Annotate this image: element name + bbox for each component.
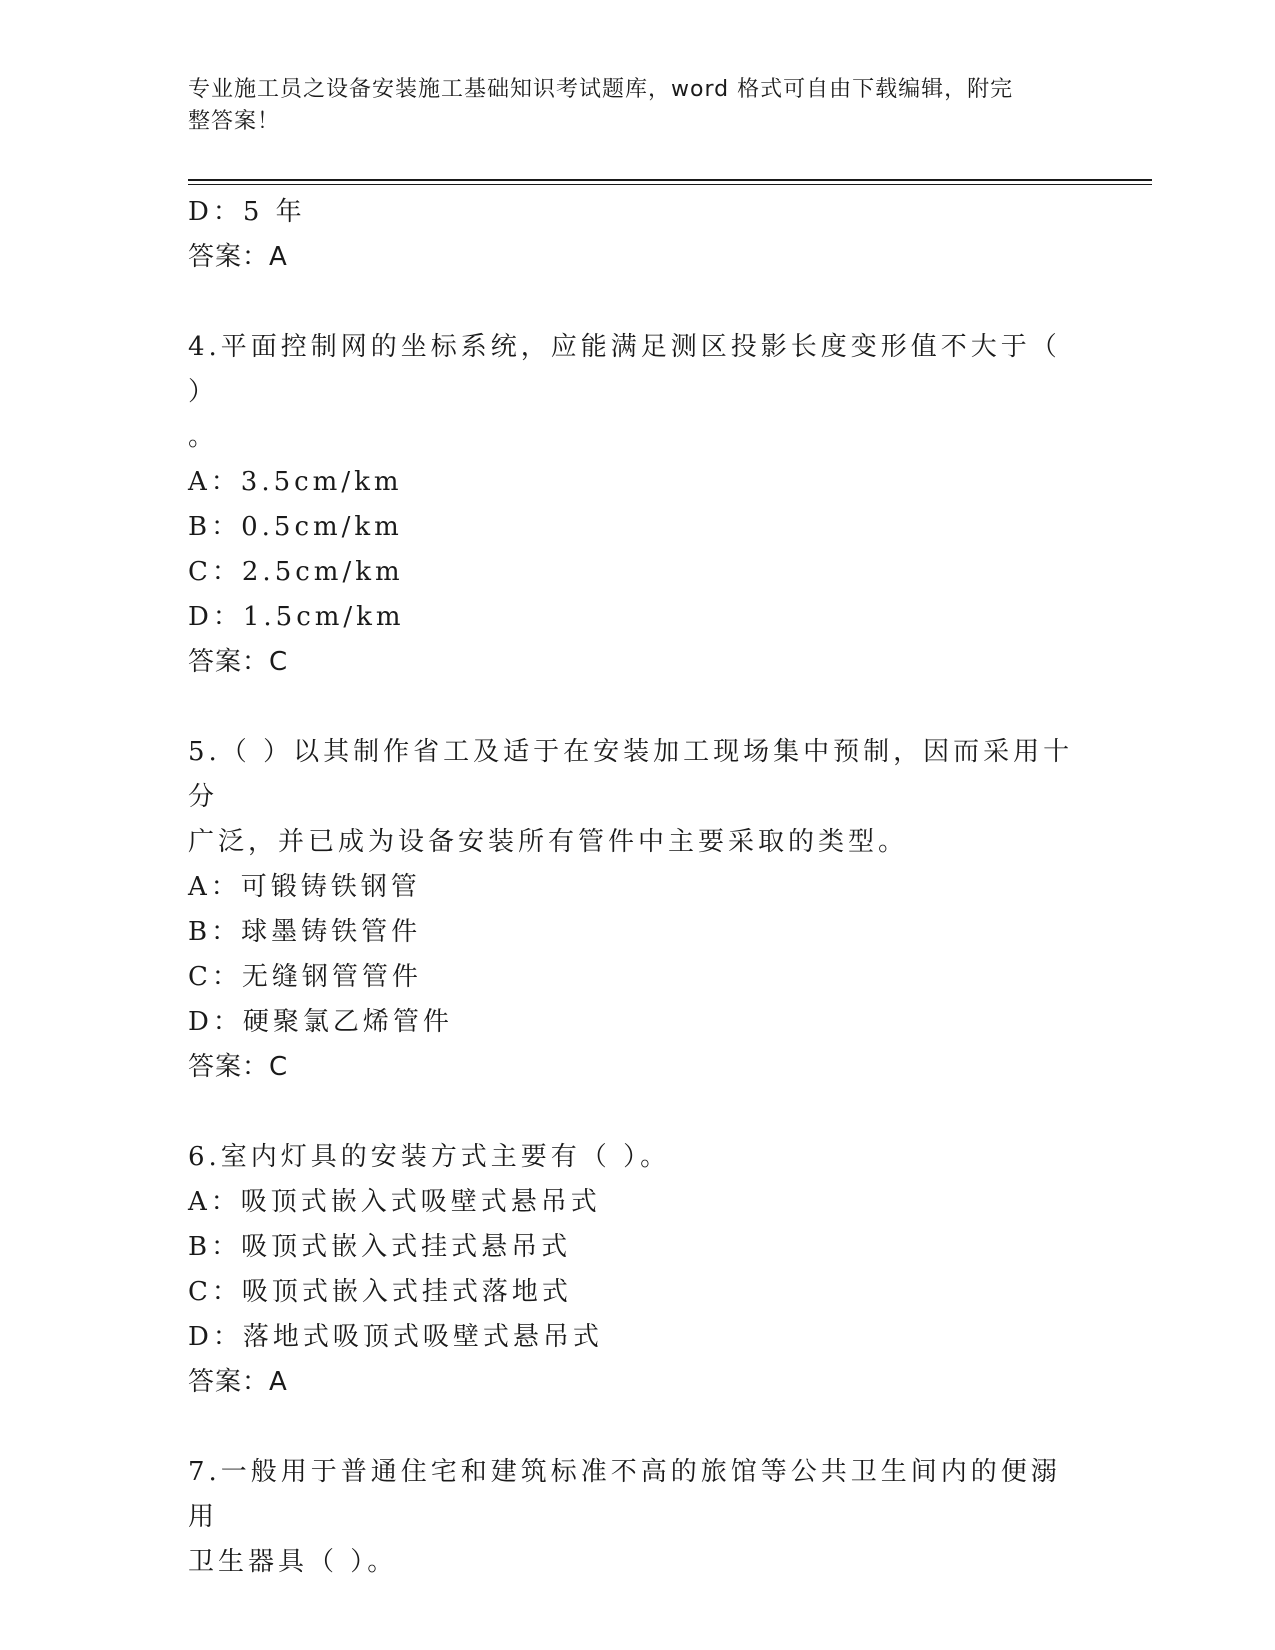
question-text-line-1: 6.室内灯具的安装方式主要有（ ）。 bbox=[188, 1142, 671, 1172]
question-text-line-2: 卫生器具（ ）。 bbox=[188, 1547, 398, 1577]
option-d: D：5 年 bbox=[188, 197, 306, 227]
question-text-line-2: 。 bbox=[188, 422, 219, 452]
option-a: A：3.5cm/km bbox=[188, 467, 403, 497]
question-text-line-1: 5.（ ）以其制作省工及适于在安装加工现场集中预制，因而采用十分 bbox=[188, 737, 1074, 812]
spacer bbox=[188, 1405, 1088, 1450]
spacer bbox=[188, 685, 1088, 730]
option-d: D：硬聚氯乙烯管件 bbox=[188, 1007, 453, 1037]
answer-line: 答案：C bbox=[188, 647, 289, 677]
spacer bbox=[188, 1090, 1088, 1135]
option-c: C：2.5cm/km bbox=[188, 557, 404, 587]
document-header bbox=[188, 74, 1068, 138]
question-text-line-1: 7.一般用于普通住宅和建筑标准不高的旅馆等公共卫生间内的便溺用 bbox=[188, 1457, 1061, 1532]
header-divider-thick bbox=[188, 179, 1152, 181]
option-a: A：吸顶式嵌入式吸壁式悬吊式 bbox=[188, 1187, 601, 1217]
question-text-line-2: 广泛，并已成为设备安装所有管件中主要采取的类型。 bbox=[188, 827, 909, 857]
document-body bbox=[188, 190, 1088, 1585]
option-a: A：可锻铸铁钢管 bbox=[188, 872, 421, 902]
option-b: B：0.5cm/km bbox=[188, 512, 403, 542]
header-line-1: 专业施工员之设备安装施工基础知识考试题库，word 格式可自由下载编辑，附完 bbox=[188, 77, 1014, 102]
answer-line: 答案：A bbox=[188, 242, 288, 272]
option-d: D：落地式吸顶式吸壁式悬吊式 bbox=[188, 1322, 603, 1352]
header-divider-thin bbox=[188, 184, 1152, 185]
question-4 bbox=[188, 325, 1088, 685]
question-6 bbox=[188, 1135, 1088, 1405]
question-3-tail bbox=[188, 190, 1088, 280]
header-line-2: 整答案！ bbox=[188, 109, 281, 134]
option-b: B：吸顶式嵌入式挂式悬吊式 bbox=[188, 1232, 572, 1262]
option-c: C：吸顶式嵌入式挂式落地式 bbox=[188, 1277, 572, 1307]
question-text-line-1: 4.平面控制网的坐标系统，应能满足测区投影长度变形值不大于（ ） bbox=[188, 332, 1061, 407]
answer-line: 答案：C bbox=[188, 1052, 289, 1082]
spacer bbox=[188, 280, 1088, 325]
answer-line: 答案：A bbox=[188, 1367, 288, 1397]
question-5 bbox=[188, 730, 1088, 1090]
option-b: B：球墨铸铁管件 bbox=[188, 917, 422, 947]
option-c: C：无缝钢管管件 bbox=[188, 962, 422, 992]
question-7 bbox=[188, 1450, 1088, 1585]
option-d: D：1.5cm/km bbox=[188, 602, 405, 632]
